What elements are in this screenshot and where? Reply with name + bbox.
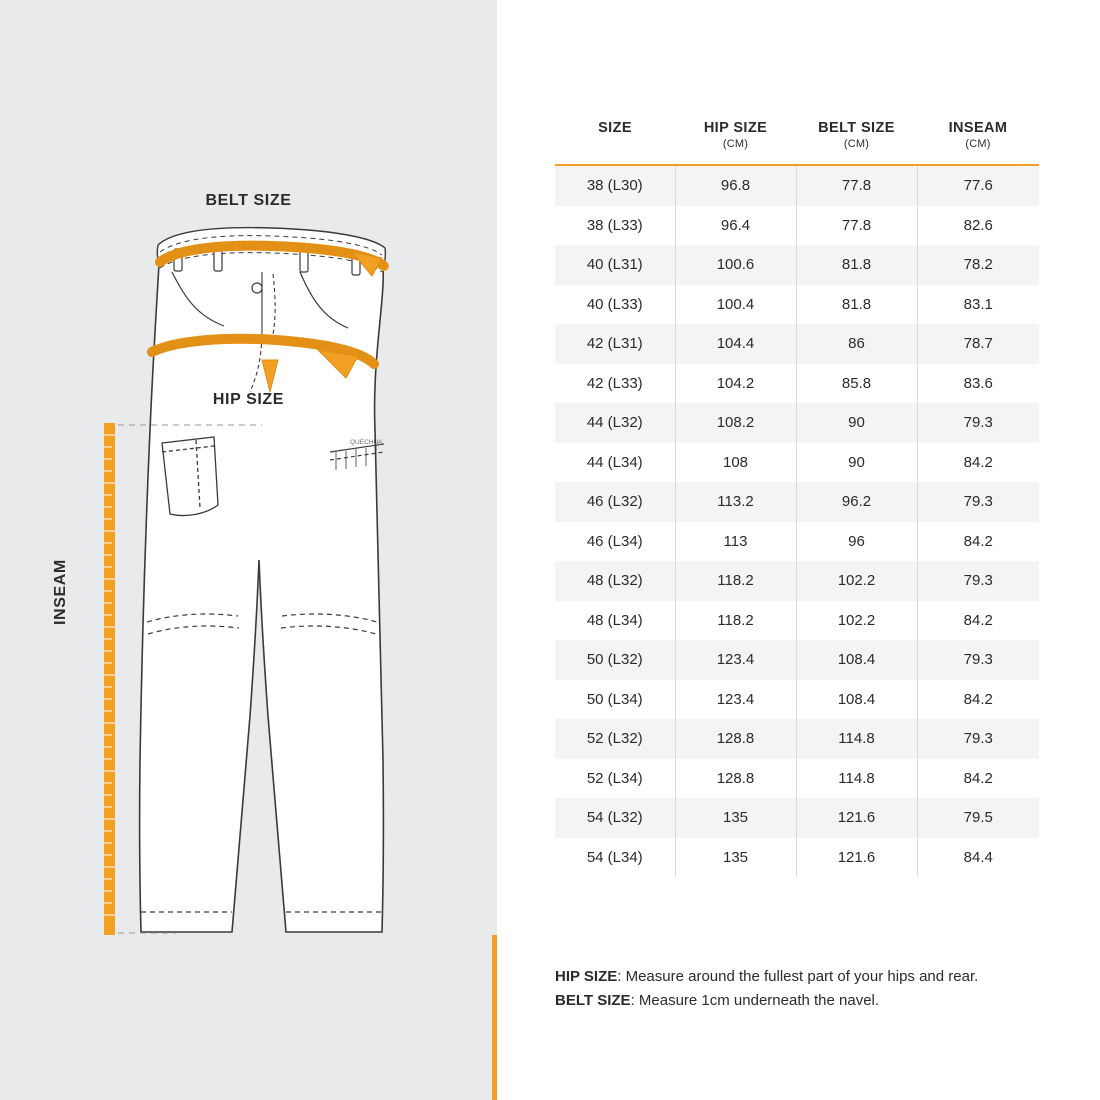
table-row bbox=[555, 482, 1039, 522]
cell-inseam: 84.2 bbox=[963, 453, 993, 471]
table-row bbox=[555, 206, 1039, 246]
note-hip-text: : Measure around the fullest part of your hips and rear. bbox=[617, 968, 979, 985]
table-row bbox=[555, 364, 1039, 404]
cell-belt: 114.8 bbox=[796, 719, 917, 759]
inseam-label: INSEAM bbox=[52, 559, 69, 625]
cell-inseam: 82.6 bbox=[963, 216, 993, 234]
hip-size-label: HIP SIZE bbox=[212, 391, 285, 408]
cell-hip: 113 bbox=[675, 522, 796, 562]
cell-hip: 135 bbox=[675, 838, 796, 878]
cell-hip: 113.2 bbox=[675, 482, 796, 522]
cell-size: 50 (L34) bbox=[555, 680, 675, 720]
table-row bbox=[555, 759, 1039, 799]
col-header-size bbox=[555, 120, 675, 165]
col-header-belt bbox=[796, 120, 917, 165]
cell-hip: 108.2 bbox=[675, 403, 796, 443]
cell-size: 50 (L32) bbox=[555, 640, 675, 680]
note-belt-term: BELT SIZE bbox=[555, 992, 631, 1010]
cell-size: 42 (L33) bbox=[555, 364, 675, 404]
cell-size: 44 (L32) bbox=[555, 403, 675, 443]
cell-size: 40 (L33) bbox=[555, 285, 675, 325]
cell-inseam: 84.2 bbox=[963, 532, 993, 550]
table-panel bbox=[497, 0, 1100, 1100]
illustration-panel bbox=[0, 0, 497, 1100]
cell-size: 46 (L32) bbox=[555, 482, 675, 522]
cell-size: 52 (L34) bbox=[555, 759, 675, 799]
col-header-inseam bbox=[917, 120, 1039, 165]
cell-belt: 96 bbox=[796, 522, 917, 562]
cell-hip: 118.2 bbox=[675, 561, 796, 601]
note-hip bbox=[555, 965, 1075, 989]
cell-belt: 102.2 bbox=[796, 601, 917, 641]
col-header-size-title: SIZE bbox=[598, 120, 632, 136]
col-header-hip-unit: (CM) bbox=[722, 138, 749, 150]
cell-inseam: 79.3 bbox=[917, 719, 1039, 759]
table-body bbox=[555, 165, 1039, 877]
cell-inseam: 79.3 bbox=[917, 482, 1039, 522]
cell-size: 38 (L30) bbox=[555, 165, 675, 206]
cell-hip: 128.8 bbox=[675, 759, 796, 799]
cell-size: 54 (L32) bbox=[555, 798, 675, 838]
cell-inseam: 78.7 bbox=[917, 324, 1039, 364]
col-header-belt-title: BELT SIZE bbox=[818, 120, 895, 136]
measurement-notes bbox=[555, 965, 1075, 1014]
table-header-row bbox=[555, 120, 1039, 165]
cell-inseam: 79.3 bbox=[917, 403, 1039, 443]
table-row bbox=[555, 165, 1039, 206]
cell-size: 48 (L34) bbox=[555, 601, 675, 641]
table-row bbox=[555, 719, 1039, 759]
table-row bbox=[555, 601, 1039, 641]
table-row bbox=[555, 680, 1039, 720]
cell-belt: 114.8 bbox=[796, 759, 917, 799]
col-header-hip bbox=[675, 120, 796, 165]
cell-inseam: 84.2 bbox=[963, 769, 993, 787]
cell-hip: 123.4 bbox=[675, 680, 796, 720]
cell-belt: 121.6 bbox=[796, 838, 917, 878]
table-head bbox=[555, 120, 1039, 165]
cell-belt: 90 bbox=[796, 443, 917, 483]
cell-inseam: 79.5 bbox=[917, 798, 1039, 838]
table-row bbox=[555, 561, 1039, 601]
cell-belt: 86 bbox=[796, 324, 917, 364]
cell-size: 40 (L31) bbox=[555, 245, 675, 285]
cell-belt: 85.8 bbox=[796, 364, 917, 404]
cell-belt: 108.4 bbox=[796, 680, 917, 720]
cell-inseam: 83.6 bbox=[963, 374, 993, 392]
cell-inseam: 79.3 bbox=[917, 561, 1039, 601]
cell-hip: 100.6 bbox=[675, 245, 796, 285]
col-header-hip-title: HIP SIZE bbox=[703, 120, 768, 136]
size-table-wrapper bbox=[555, 120, 1039, 877]
cell-size: 52 (L32) bbox=[555, 719, 675, 759]
cell-hip: 123.4 bbox=[675, 640, 796, 680]
cell-hip: 96.8 bbox=[675, 165, 796, 206]
cell-hip: 104.2 bbox=[675, 364, 796, 404]
cell-inseam: 84.2 bbox=[963, 611, 993, 629]
cell-hip: 128.8 bbox=[675, 719, 796, 759]
cell-hip: 100.4 bbox=[675, 285, 796, 325]
cell-belt: 90 bbox=[796, 403, 917, 443]
table-row bbox=[555, 522, 1039, 562]
cell-inseam: 84.4 bbox=[963, 848, 993, 866]
cell-inseam: 77.6 bbox=[917, 165, 1039, 206]
table-row bbox=[555, 285, 1039, 325]
table-row bbox=[555, 403, 1039, 443]
table-row bbox=[555, 798, 1039, 838]
table-row bbox=[555, 443, 1039, 483]
cell-size: 38 (L33) bbox=[555, 206, 675, 246]
cell-inseam: 79.3 bbox=[917, 640, 1039, 680]
note-hip-term: HIP SIZE bbox=[555, 968, 618, 985]
cell-inseam: 84.2 bbox=[963, 690, 993, 708]
cell-hip: 104.4 bbox=[675, 324, 796, 364]
cell-hip: 96.4 bbox=[675, 206, 796, 246]
col-header-inseam-unit: (CM) bbox=[965, 138, 991, 150]
col-header-belt-unit: (CM) bbox=[843, 138, 870, 150]
cell-hip: 108 bbox=[675, 443, 796, 483]
cell-belt: 121.6 bbox=[796, 798, 917, 838]
cell-belt: 96.2 bbox=[796, 482, 917, 522]
table-row bbox=[555, 324, 1039, 364]
note-belt-text: : Measure 1cm underneath the navel. bbox=[630, 992, 880, 1010]
cell-hip: 135 bbox=[675, 798, 796, 838]
cell-size: 54 (L34) bbox=[555, 838, 675, 878]
cell-belt: 81.8 bbox=[796, 285, 917, 325]
table-row bbox=[555, 640, 1039, 680]
cell-belt: 102.2 bbox=[796, 561, 917, 601]
brand-tag-text: QUECHUA bbox=[350, 439, 383, 446]
cell-size: 48 (L32) bbox=[555, 561, 675, 601]
cell-inseam: 78.2 bbox=[917, 245, 1039, 285]
cell-belt: 77.8 bbox=[796, 165, 917, 206]
size-table bbox=[555, 120, 1039, 877]
trousers-diagram bbox=[0, 0, 497, 1100]
cell-belt: 81.8 bbox=[796, 245, 917, 285]
note-belt bbox=[555, 989, 1075, 1013]
col-header-inseam-title: INSEAM bbox=[948, 120, 1008, 136]
cell-belt: 77.8 bbox=[796, 206, 917, 246]
cell-size: 42 (L31) bbox=[555, 324, 675, 364]
cell-size: 46 (L34) bbox=[555, 522, 675, 562]
cell-belt: 108.4 bbox=[796, 640, 917, 680]
table-row bbox=[555, 245, 1039, 285]
cell-size: 44 (L34) bbox=[555, 443, 675, 483]
cell-hip: 118.2 bbox=[675, 601, 796, 641]
table-row bbox=[555, 838, 1039, 878]
cell-inseam: 83.1 bbox=[963, 295, 993, 313]
belt-size-label: BELT SIZE bbox=[205, 192, 292, 209]
